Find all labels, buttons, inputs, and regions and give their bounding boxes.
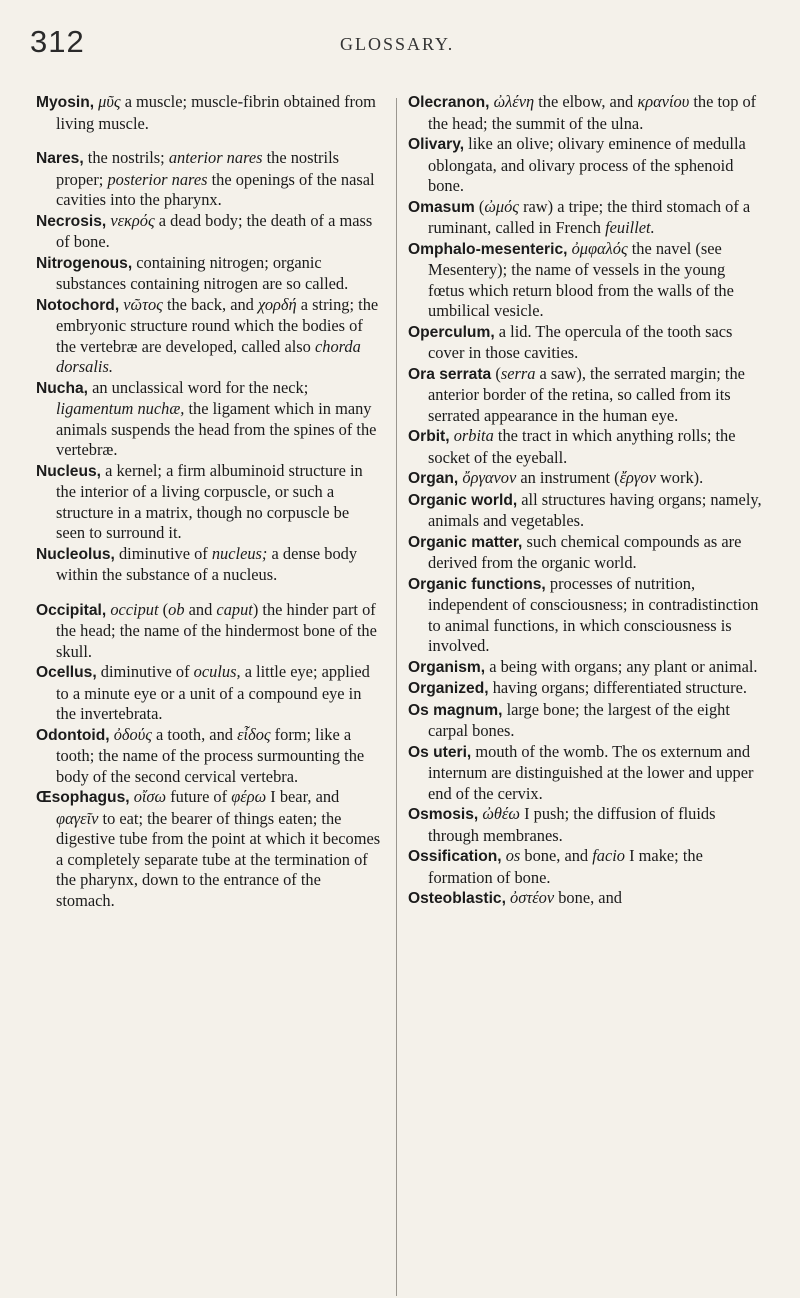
headword: Necrosis, (36, 212, 107, 230)
entry-orbit: Orbit, orbita the tract in which anything rolls; the socket of the eyeball. (408, 426, 736, 467)
headword: Ocellus, (36, 664, 97, 681)
headword: Osmosis, (408, 806, 479, 823)
headword: Nares, (36, 150, 84, 167)
entry-os-magnum: Os magnum, large bone; the largest of the eight carpal bones. (408, 699, 730, 740)
entry-organic-world: Organic world, all structures having organs; namely, animals and vegetables. (408, 489, 762, 530)
page-header (0, 24, 800, 64)
headword: Nucha, (36, 379, 88, 397)
headword: Nucleolus, (36, 545, 115, 563)
headword: Organic matter, (408, 533, 523, 551)
entry-nitrogenous: Nitrogenous, containing nitrogen; organic substances containing nitrogen are so called. (36, 252, 349, 293)
entry-organized: Organized, having organs; differentiated structure. (408, 678, 747, 697)
page-number: 312 (30, 24, 85, 59)
headword: Os uteri, (408, 743, 472, 761)
headword: Organic world, (408, 491, 518, 509)
headword: Ora serrata (408, 365, 492, 383)
entry-ossification: Ossification, os bone, and facio I make; the formation of bone. (408, 846, 703, 887)
entry-operculum: Operculum, a lid. The opercula of the tooth sacs cover in those cavities. (408, 321, 733, 362)
headword: Orbit, (408, 428, 450, 445)
entry-omphalo-mesenteric: Omphalo-mesenteric, ὀμφαλός the navel (see Mesentery); the name of vessels in the young fœtus which return blood from the walls of the umbilical vesicle. (408, 238, 734, 320)
headword: Nitrogenous, (36, 254, 133, 272)
entry-occipital: Occipital, occiput (ob and caput) the hinder part of the head; the name of the hindermost bone of the skull. (36, 599, 377, 661)
headword: Notochord, (36, 296, 120, 314)
glossary-column-left (36, 92, 382, 911)
headword: Myosin, (36, 94, 95, 111)
headword: Omasum (408, 198, 475, 216)
headword: Olecranon, (408, 94, 490, 111)
entry-nares: Nares, the nostrils; anterior nares the nostrils proper; posterior nares the openings of the nasal cavities into the pharynx. (36, 148, 375, 209)
headword: Organ, (408, 470, 459, 487)
entry-organism: Organism, a being with organs; any plant or animal. (408, 656, 758, 676)
headword: Organized, (408, 680, 489, 697)
entry-ora-serrata: Ora serrata (serra a saw), the serrated margin; the anterior border of the retina, so called from its serrated appearance in the human eye. (408, 363, 745, 425)
entry-necrosis: Necrosis, νεκρός a dead body; the death of a mass of bone. (36, 210, 373, 251)
entry-nucleolus: Nucleolus, diminutive of nucleus; a dense body within the substance of a nucleus. (36, 543, 358, 584)
headword: Operculum, (408, 323, 495, 341)
headword: Nucleus, (36, 462, 101, 480)
entry-osmosis: Osmosis, ὠθέω I push; the diffusion of fluids through membranes. (408, 804, 716, 845)
headword: Œsophagus, (36, 789, 130, 806)
entry-organic-matter: Organic matter, such chemical compounds as are derived from the organic world. (408, 531, 742, 572)
entry-osteoblastic: Osteoblastic, ὀστέον bone, and (408, 888, 622, 907)
headword: Os magnum, (408, 701, 503, 719)
headword: Odontoid, (36, 726, 110, 744)
headword: Ossification, (408, 848, 502, 865)
headword: Organism, (408, 658, 486, 676)
entry-myosin: Myosin, μῦς a muscle; muscle-fibrin obtained from living muscle. (36, 92, 376, 133)
entry-ocellus: Ocellus, diminutive of oculus, a little eye; applied to a minute eye or a unit of a compound eye in the invertebrata. (36, 662, 370, 723)
entry-nucleus: Nucleus, a kernel; a firm albuminoid structure in the interior of a living corpuscle, or such a structure in a matrix, though no corpuscle be seen to surround it. (36, 460, 363, 542)
entry-olecranon: Olecranon, ὠλένη the elbow, and κρανίου the top of the head; the summit of the ulna. (408, 92, 757, 133)
entry-odontoid: Odontoid, ὀδούς a tooth, and εἶδος form; like a tooth; the name of the process surmounting the body of the second cervical vertebra. (36, 724, 365, 786)
headword: Omphalo-mesenteric, (408, 240, 568, 258)
entry-os-uteri: Os uteri, mouth of the womb. The os externum and internum are distinguished at the lower and upper end of the cervix. (408, 741, 754, 803)
entry-olivary: Olivary, like an olive; olivary eminence of medulla oblongata, and olivary process of the sphenoid bone. (408, 134, 746, 195)
entry-organ: Organ, ὄργανον an instrument (ἔργον work). (408, 468, 704, 487)
headword: Osteoblastic, (408, 890, 506, 907)
entry-organic-functions: Organic functions, processes of nutrition, independent of consciousness; in contradistinction to animal functions, in which consciousness is involved. (408, 573, 759, 655)
column-divider (396, 98, 397, 1296)
glossary-column-right (408, 92, 764, 910)
entry-oesophagus: Œsophagus, οἴσω future of φέρω I bear, and φαγεῖν to eat; the bearer of things eaten; the digestive tube from the point at which it becomes a completely separate tube at the termination of the pharynx, down to the entrance of the stomach. (36, 787, 381, 910)
headword: Occipital, (36, 601, 107, 619)
running-title: GLOSSARY. (340, 34, 455, 54)
headword: Olivary, (408, 136, 465, 153)
headword: Organic functions, (408, 575, 546, 593)
entry-nucha: Nucha, an unclassical word for the neck; ligamentum nuchæ, the ligament which in many animals suspends the head from the spines of the vertebræ. (36, 377, 377, 459)
entry-omasum: Omasum (ὠμός raw) a tripe; the third stomach of a ruminant, called in French feuillet. (408, 196, 751, 237)
entry-notochord: Notochord, νῶτος the back, and χορδή a string; the embryonic structure round which the bodies of the vertebræ are developed, called also chorda dorsalis. (36, 294, 379, 376)
